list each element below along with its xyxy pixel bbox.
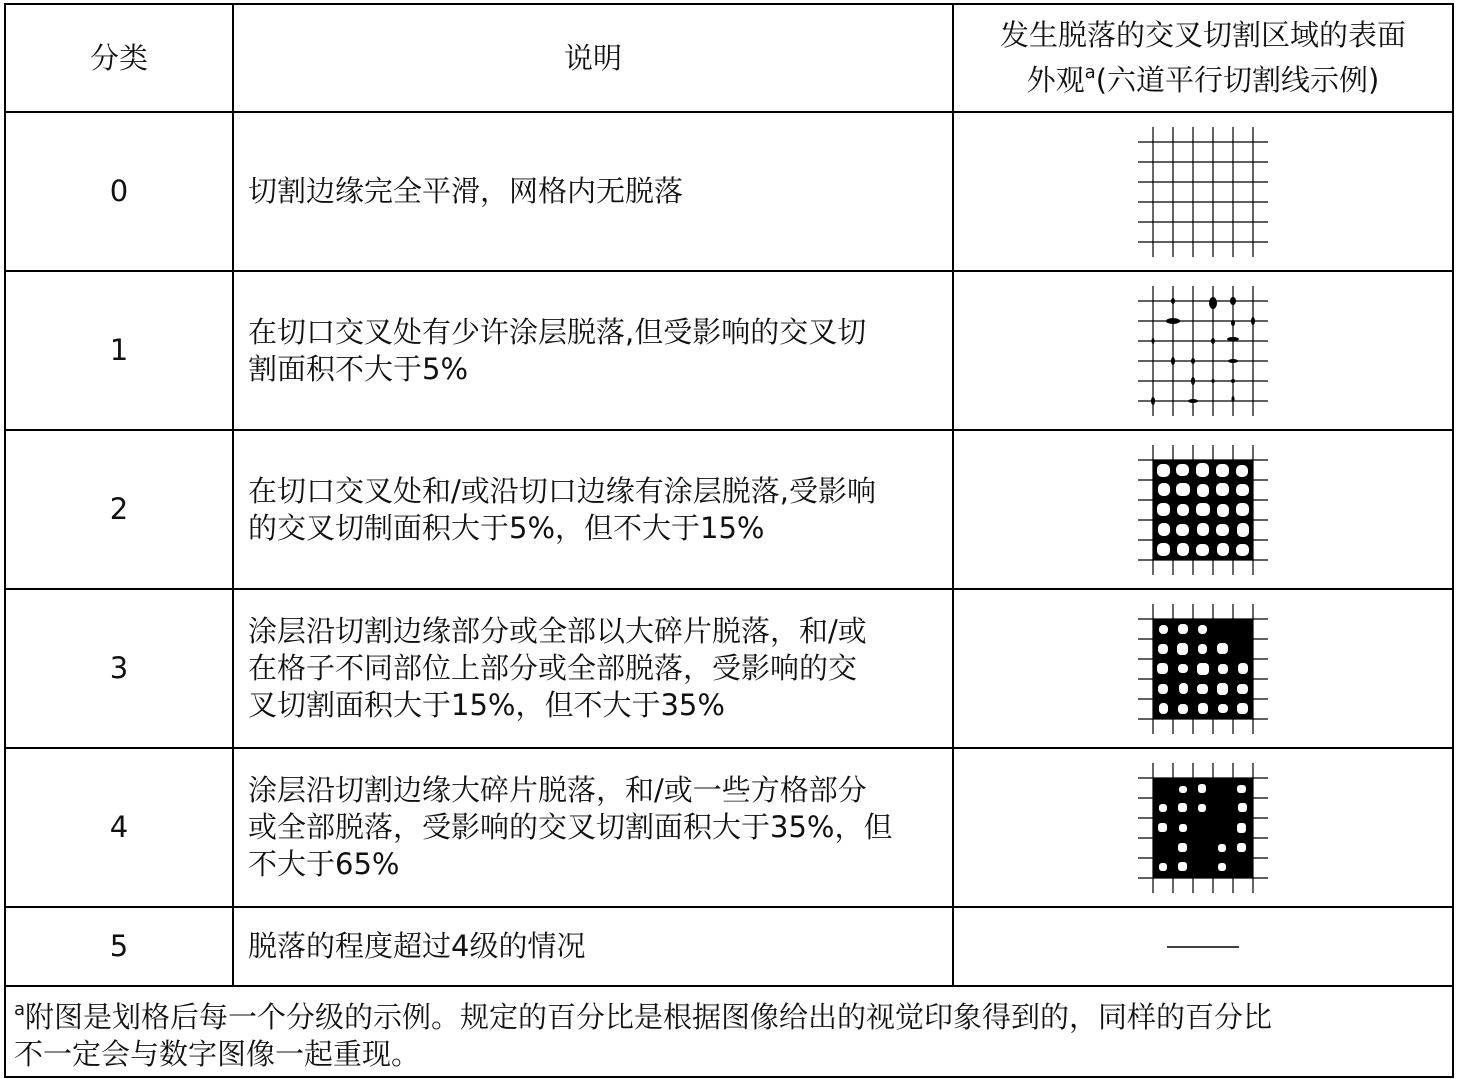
- header-appearance-line2: [1000, 54, 1406, 99]
- description-cell: [248, 908, 948, 985]
- class-value: [6, 431, 232, 588]
- header-appearance-line1: 发生脱落的交叉切割区域的表面: [999, 18, 1406, 52]
- footnote-text: 附图是划格后每一个分级的示例。规定的百分比是根据图像给出的视觉印象得到的，同样的百分比: [25, 1000, 1273, 1034]
- description-cell: [248, 749, 948, 906]
- description-line: 在切口交叉处和/或沿切口边缘有涂层脱落,受影响: [248, 473, 876, 508]
- description-line: 或全部脱落，受影响的交叉切割面积大于35%，但: [248, 810, 893, 844]
- description-cell: [248, 431, 948, 588]
- appearance-cell: [954, 590, 1452, 747]
- description-line: 涂层沿切割边缘大碎片脱落，和/或一些方格部分: [248, 773, 867, 807]
- header-appearance-pre: 外观: [1026, 63, 1085, 97]
- header-class-label: 分类: [89, 40, 148, 75]
- appearance-cell: [954, 113, 1452, 270]
- description-line: 涂层沿切割边缘部分或全部以大碎片脱落，和/或: [248, 614, 867, 648]
- class-number: 0: [109, 174, 129, 208]
- appearance-cell: [954, 749, 1452, 906]
- row-divider: [6, 985, 1452, 987]
- description-line: 切割边缘完全平滑，网格内无脱落: [248, 174, 684, 208]
- header-appearance-post: (六道平行切割线示例): [1095, 63, 1380, 97]
- class-value: [6, 908, 232, 985]
- description-line: 叉切割面积大于15%，但不大于35%: [248, 688, 725, 722]
- description-cell: [248, 113, 948, 270]
- class-number: 2: [109, 492, 129, 526]
- class-value: [6, 272, 232, 429]
- footnote-line1: [14, 991, 1434, 1036]
- footnote-marker: a: [1084, 62, 1096, 83]
- class-value: [6, 749, 232, 906]
- dash-icon: [1165, 942, 1241, 952]
- description-line: 割面积不大于5%: [248, 351, 469, 386]
- description-line: 在切口交叉处有少许涂层脱落,但受影响的交叉切: [248, 314, 867, 349]
- edge-flaking-grid-icon: [1133, 440, 1273, 580]
- description-line: 在格子不同部位上部分或全部脱落，受影响的交: [248, 651, 858, 685]
- heavy-flaking-grid-icon: [1133, 758, 1273, 898]
- class-number: 4: [109, 810, 129, 844]
- class-value: [6, 113, 232, 270]
- description-line: 的交叉切制面积大于5%，但不大于15%: [248, 510, 765, 545]
- class-number: 1: [109, 333, 129, 367]
- header-description: [234, 5, 952, 111]
- description-cell: [248, 590, 948, 747]
- footnote-marker: a: [14, 999, 26, 1020]
- partial-flaking-grid-icon: [1133, 599, 1273, 739]
- classification-table: [4, 3, 1454, 1078]
- header-class: [6, 5, 232, 111]
- class-number: 3: [109, 651, 129, 685]
- class-value: [6, 590, 232, 747]
- header-appearance: [954, 5, 1452, 111]
- light-flaking-grid-icon: [1133, 281, 1273, 421]
- header-description-label: 说明: [563, 40, 622, 75]
- appearance-cell: [954, 272, 1452, 429]
- description-cell: [248, 272, 948, 429]
- description-line: 脱落的程度超过4级的情况: [248, 929, 586, 963]
- col-divider: [232, 5, 234, 985]
- description-line: 不大于65%: [248, 847, 400, 881]
- footnote-line2: 不一定会与数字图像一起重现。: [14, 1037, 421, 1071]
- appearance-cell: [954, 431, 1452, 588]
- footnote: [14, 991, 1434, 1073]
- appearance-cell: [954, 908, 1452, 985]
- class-number: 5: [109, 929, 129, 963]
- clean-grid-icon: [1133, 122, 1273, 262]
